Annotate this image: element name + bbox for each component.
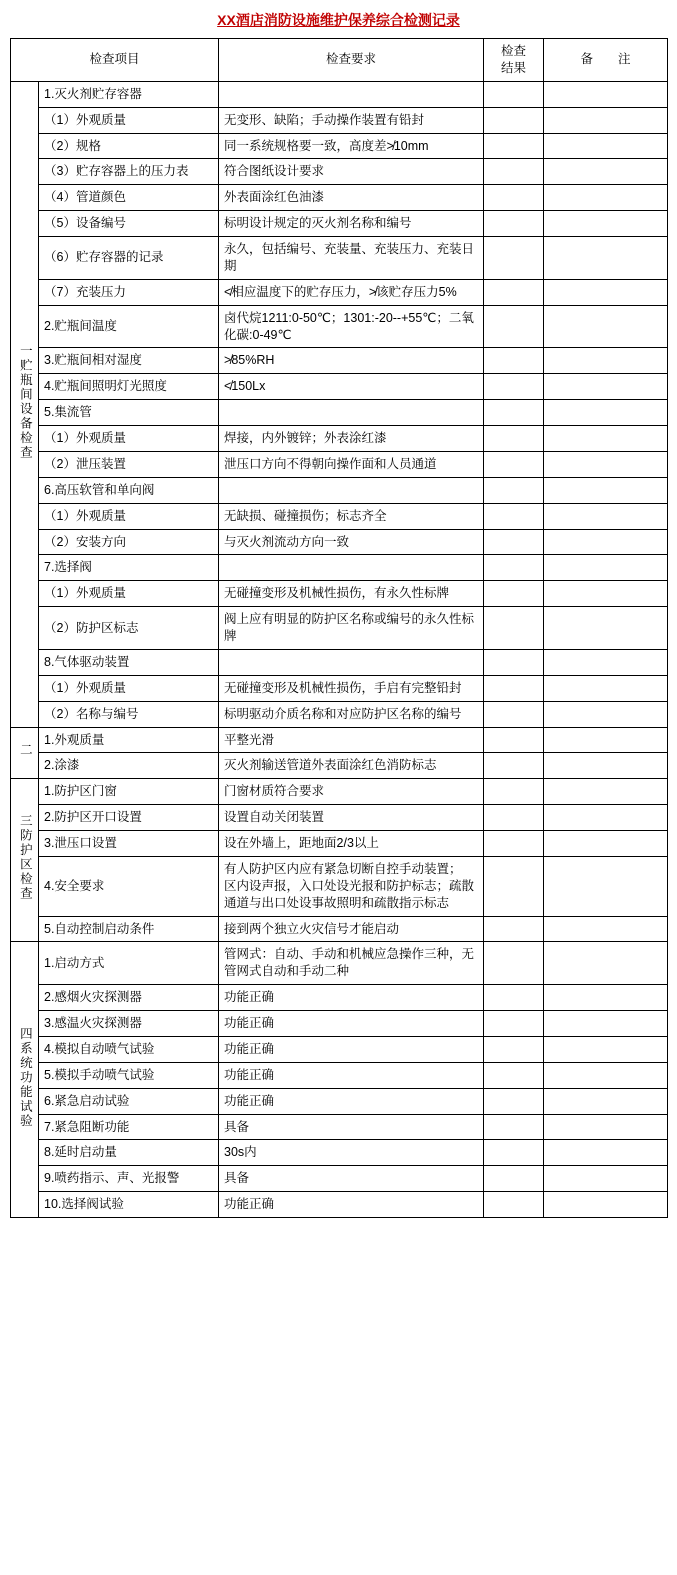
row-remark-cell[interactable] — [544, 607, 668, 650]
row-requirement: 标明设计规定的灭火剂名称和编号 — [219, 211, 484, 237]
row-result-cell[interactable] — [484, 1062, 544, 1088]
row-remark-cell[interactable] — [544, 1011, 668, 1037]
table-row — [11, 159, 668, 185]
table-row — [11, 779, 668, 805]
row-requirement: 设在外墙上，距地面2/3以上 — [219, 831, 484, 857]
row-requirement: 永久，包括编号、充装量、充装压力、充装日期 — [219, 237, 484, 280]
row-requirement: 无碰撞变形及机械性损伤，手启有完整铅封 — [219, 675, 484, 701]
table-row — [11, 555, 668, 581]
row-requirement: 具备 — [219, 1166, 484, 1192]
row-item: 1.外观质量 — [39, 727, 219, 753]
row-requirement: 与灭火剂流动方向一致 — [219, 529, 484, 555]
row-remark-cell[interactable] — [544, 1192, 668, 1218]
row-result-cell[interactable] — [484, 1192, 544, 1218]
table-row — [11, 237, 668, 280]
row-requirement: 符合图纸设计要求 — [219, 159, 484, 185]
row-requirement: 平整光滑 — [219, 727, 484, 753]
table-row — [11, 727, 668, 753]
table-row — [11, 107, 668, 133]
header-requirement: 检查要求 — [219, 39, 484, 82]
row-item: 3.贮瓶间相对湿度 — [39, 348, 219, 374]
row-requirement: 具备 — [219, 1114, 484, 1140]
table-row — [11, 942, 668, 985]
row-remark-cell[interactable] — [544, 805, 668, 831]
row-result-cell[interactable] — [484, 753, 544, 779]
group-label-3 — [11, 779, 39, 942]
row-requirement: 无碰撞变形及机械性损伤，有永久性标牌 — [219, 581, 484, 607]
row-item: 1.灭火剂贮存容器 — [39, 81, 219, 107]
row-remark-cell[interactable] — [544, 400, 668, 426]
table-header-row — [11, 39, 668, 82]
row-requirement: 门窗材质符合要求 — [219, 779, 484, 805]
row-requirement: ≮相应温度下的贮存压力，≯该贮存压力5% — [219, 279, 484, 305]
row-requirement: 灭火剂输送管道外表面涂红色消防标志 — [219, 753, 484, 779]
row-result-cell[interactable] — [484, 675, 544, 701]
row-item: （2）防护区标志 — [39, 607, 219, 650]
header-result-line1: 检查 — [501, 44, 527, 58]
row-result-cell[interactable] — [484, 1114, 544, 1140]
row-remark-cell[interactable] — [544, 159, 668, 185]
row-requirement: ≯85%RH — [219, 348, 484, 374]
row-result-cell[interactable] — [484, 451, 544, 477]
table-row — [11, 305, 668, 348]
row-item: 6.紧急启动试验 — [39, 1088, 219, 1114]
row-remark-cell[interactable] — [544, 211, 668, 237]
row-item: （7）充装压力 — [39, 279, 219, 305]
inspection-table — [10, 38, 668, 1218]
row-remark-cell[interactable] — [544, 916, 668, 942]
row-result-cell[interactable] — [484, 185, 544, 211]
row-remark-cell[interactable] — [544, 856, 668, 916]
row-remark-cell[interactable] — [544, 581, 668, 607]
table-row — [11, 503, 668, 529]
row-item: 2.感烟火灾探测器 — [39, 985, 219, 1011]
row-result-cell[interactable] — [484, 1140, 544, 1166]
group-label-4 — [11, 942, 39, 1218]
row-remark-cell[interactable] — [544, 1036, 668, 1062]
table-row — [11, 1011, 668, 1037]
row-remark-cell[interactable] — [544, 374, 668, 400]
table-row — [11, 916, 668, 942]
row-result-cell[interactable] — [484, 159, 544, 185]
table-body — [11, 39, 668, 1218]
row-item: 4.贮瓶间照明灯光照度 — [39, 374, 219, 400]
row-requirement: 功能正确 — [219, 1011, 484, 1037]
table-row — [11, 1192, 668, 1218]
row-result-cell[interactable] — [484, 305, 544, 348]
row-result-cell[interactable] — [484, 779, 544, 805]
row-remark-cell[interactable] — [544, 503, 668, 529]
row-item: （1）外观质量 — [39, 675, 219, 701]
row-remark-cell[interactable] — [544, 81, 668, 107]
row-item: （1）外观质量 — [39, 107, 219, 133]
table-row — [11, 1062, 668, 1088]
row-item: 2.贮瓶间温度 — [39, 305, 219, 348]
header-remark: 备 注 — [544, 39, 668, 82]
row-item: （2）安装方向 — [39, 529, 219, 555]
row-item: 1.防护区门窗 — [39, 779, 219, 805]
table-row — [11, 529, 668, 555]
row-result-cell[interactable] — [484, 1011, 544, 1037]
table-row — [11, 805, 668, 831]
group-label-2 — [11, 727, 39, 779]
row-result-cell[interactable] — [484, 985, 544, 1011]
row-item: 3.感温火灾探测器 — [39, 1011, 219, 1037]
row-remark-cell[interactable] — [544, 1114, 668, 1140]
row-item: （1）外观质量 — [39, 581, 219, 607]
row-remark-cell[interactable] — [544, 185, 668, 211]
row-requirement: 功能正确 — [219, 1036, 484, 1062]
row-remark-cell[interactable] — [544, 305, 668, 348]
header-result — [484, 39, 544, 82]
row-item: （4）管道颜色 — [39, 185, 219, 211]
row-requirement: ≮150Lx — [219, 374, 484, 400]
row-item: 8.气体驱动装置 — [39, 649, 219, 675]
table-row — [11, 831, 668, 857]
group-label-1 — [11, 81, 39, 727]
row-item: 3.泄压口设置 — [39, 831, 219, 857]
row-result-cell[interactable] — [484, 237, 544, 280]
row-result-cell[interactable] — [484, 581, 544, 607]
row-remark-cell[interactable] — [544, 942, 668, 985]
row-requirement: 外表面涂红色油漆 — [219, 185, 484, 211]
table-row — [11, 985, 668, 1011]
table-row — [11, 279, 668, 305]
row-requirement: 阀上应有明显的防护区名称或编号的永久性标牌 — [219, 607, 484, 650]
row-item: 1.启动方式 — [39, 942, 219, 985]
row-item: （1）外观质量 — [39, 503, 219, 529]
row-result-cell[interactable] — [484, 374, 544, 400]
row-item: （6）贮存容器的记录 — [39, 237, 219, 280]
row-requirement: 设置自动关闭装置 — [219, 805, 484, 831]
row-result-cell[interactable] — [484, 1166, 544, 1192]
row-item: （1）外观质量 — [39, 426, 219, 452]
row-remark-cell[interactable] — [544, 649, 668, 675]
row-remark-cell[interactable] — [544, 133, 668, 159]
row-remark-cell[interactable] — [544, 831, 668, 857]
row-requirement: 卤代烷1211:0-50℃；1301:-20--+55℃；二氧化碳:0-49℃ — [219, 305, 484, 348]
row-result-cell[interactable] — [484, 279, 544, 305]
row-result-cell[interactable] — [484, 426, 544, 452]
row-result-cell[interactable] — [484, 555, 544, 581]
header-item: 检查项目 — [11, 39, 219, 82]
row-remark-cell[interactable] — [544, 426, 668, 452]
table-row — [11, 581, 668, 607]
row-requirement — [219, 555, 484, 581]
row-remark-cell[interactable] — [544, 727, 668, 753]
row-result-cell[interactable] — [484, 529, 544, 555]
group-label-text: 四系统功能试验 — [18, 1026, 33, 1128]
row-result-cell[interactable] — [484, 211, 544, 237]
row-remark-cell[interactable] — [544, 279, 668, 305]
table-row — [11, 81, 668, 107]
row-result-cell[interactable] — [484, 81, 544, 107]
table-row — [11, 211, 668, 237]
row-item: （3）贮存容器上的压力表 — [39, 159, 219, 185]
row-remark-cell[interactable] — [544, 237, 668, 280]
row-result-cell[interactable] — [484, 1036, 544, 1062]
row-result-cell[interactable] — [484, 649, 544, 675]
table-row — [11, 1036, 668, 1062]
row-remark-cell[interactable] — [544, 451, 668, 477]
row-result-cell[interactable] — [484, 856, 544, 916]
table-row — [11, 701, 668, 727]
row-requirement: 有人防护区内应有紧急切断自控手动装置； 区内设声报，入口处设光报和防护标志；疏散通道与出口处设事故照明和疏散指示标志 — [219, 856, 484, 916]
row-requirement — [219, 400, 484, 426]
row-remark-cell[interactable] — [544, 985, 668, 1011]
row-item: （5）设备编号 — [39, 211, 219, 237]
row-requirement: 标明驱动介质名称和对应防护区名称的编号 — [219, 701, 484, 727]
row-requirement: 泄压口方向不得朝向操作面和人员通道 — [219, 451, 484, 477]
row-remark-cell[interactable] — [544, 555, 668, 581]
table-row — [11, 607, 668, 650]
row-result-cell[interactable] — [484, 805, 544, 831]
table-row — [11, 1166, 668, 1192]
row-item: 2.涂漆 — [39, 753, 219, 779]
row-result-cell[interactable] — [484, 942, 544, 985]
row-requirement: 30s内 — [219, 1140, 484, 1166]
table-row — [11, 185, 668, 211]
table-row — [11, 856, 668, 916]
row-result-cell[interactable] — [484, 503, 544, 529]
table-row — [11, 1140, 668, 1166]
table-row — [11, 133, 668, 159]
row-remark-cell[interactable] — [544, 1166, 668, 1192]
row-result-cell[interactable] — [484, 701, 544, 727]
table-row — [11, 1114, 668, 1140]
row-requirement: 无变形、缺陷；手动操作装置有铅封 — [219, 107, 484, 133]
table-row — [11, 348, 668, 374]
row-remark-cell[interactable] — [544, 1088, 668, 1114]
row-requirement: 功能正确 — [219, 1062, 484, 1088]
group-label-text: 一贮瓶间设备检查 — [18, 343, 33, 460]
row-requirement: 功能正确 — [219, 1192, 484, 1218]
table-row — [11, 374, 668, 400]
row-item: 4.模拟自动喷气试验 — [39, 1036, 219, 1062]
table-row — [11, 675, 668, 701]
row-item: （2）名称与编号 — [39, 701, 219, 727]
row-result-cell[interactable] — [484, 477, 544, 503]
row-remark-cell[interactable] — [544, 675, 668, 701]
row-item: 7.紧急阻断功能 — [39, 1114, 219, 1140]
page-title: XX酒店消防设施维护保养综合检测记录 — [217, 12, 460, 28]
row-remark-cell[interactable] — [544, 779, 668, 805]
row-requirement: 同一系统规格要一致，高度差≯10mm — [219, 133, 484, 159]
row-requirement — [219, 649, 484, 675]
row-item: 2.防护区开口设置 — [39, 805, 219, 831]
row-result-cell[interactable] — [484, 916, 544, 942]
row-requirement: 功能正确 — [219, 985, 484, 1011]
group-label-text: 三防护区检查 — [18, 814, 33, 902]
table-row — [11, 400, 668, 426]
row-result-cell[interactable] — [484, 607, 544, 650]
table-row — [11, 649, 668, 675]
row-requirement: 焊接，内外镀锌；外表涂红漆 — [219, 426, 484, 452]
row-remark-cell[interactable] — [544, 348, 668, 374]
row-result-cell[interactable] — [484, 831, 544, 857]
row-item: 10.选择阀试验 — [39, 1192, 219, 1218]
row-result-cell[interactable] — [484, 1088, 544, 1114]
row-item: 6.高压软管和单向阀 — [39, 477, 219, 503]
row-requirement: 接到两个独立火灾信号才能启动 — [219, 916, 484, 942]
row-remark-cell[interactable] — [544, 529, 668, 555]
row-remark-cell[interactable] — [544, 1140, 668, 1166]
row-remark-cell[interactable] — [544, 107, 668, 133]
row-requirement: 功能正确 — [219, 1088, 484, 1114]
row-remark-cell[interactable] — [544, 753, 668, 779]
row-requirement: 无缺损、碰撞损伤；标志齐全 — [219, 503, 484, 529]
row-requirement — [219, 477, 484, 503]
row-result-cell[interactable] — [484, 107, 544, 133]
table-row — [11, 426, 668, 452]
row-item: 7.选择阀 — [39, 555, 219, 581]
row-item: 8.延时启动量 — [39, 1140, 219, 1166]
header-result-line2: 结果 — [501, 60, 527, 75]
row-item: （2）泄压装置 — [39, 451, 219, 477]
row-item: 5.自动控制启动条件 — [39, 916, 219, 942]
row-remark-cell[interactable] — [544, 477, 668, 503]
row-result-cell[interactable] — [484, 348, 544, 374]
row-result-cell[interactable] — [484, 133, 544, 159]
row-item: （2）规格 — [39, 133, 219, 159]
row-remark-cell[interactable] — [544, 701, 668, 727]
table-row — [11, 477, 668, 503]
row-result-cell[interactable] — [484, 400, 544, 426]
row-requirement: 管网式：自动、手动和机械应急操作三种，无管网式自动和手动二种 — [219, 942, 484, 985]
row-remark-cell[interactable] — [544, 1062, 668, 1088]
row-result-cell[interactable] — [484, 727, 544, 753]
table-row — [11, 451, 668, 477]
row-item: 9.喷药指示、声、光报警 — [39, 1166, 219, 1192]
group-label-text: 二 — [18, 743, 33, 758]
table-row — [11, 753, 668, 779]
table-row — [11, 1088, 668, 1114]
row-item: 4.安全要求 — [39, 856, 219, 916]
row-requirement — [219, 81, 484, 107]
row-item: 5.模拟手动喷气试验 — [39, 1062, 219, 1088]
row-item: 5.集流管 — [39, 400, 219, 426]
